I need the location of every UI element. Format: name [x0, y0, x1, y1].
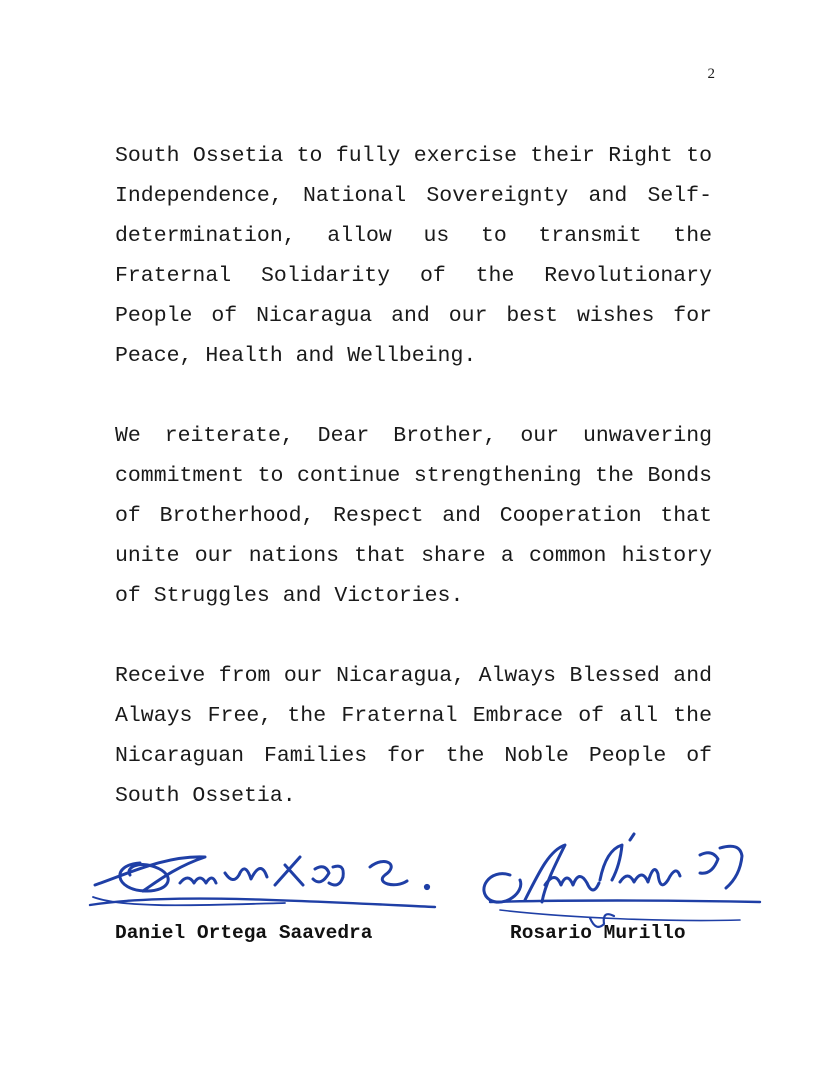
signatory-name-murillo: Rosario Murillo	[510, 922, 686, 944]
murillo-signature	[470, 830, 770, 945]
ortega-signature	[85, 845, 445, 925]
letter-body	[115, 136, 712, 816]
page-number: 2	[707, 66, 715, 82]
paragraph: We reiterate, Dear Brother, our unwavering commitment to continue strengthening the Bonds of Brotherhood, Respect and Cooperation that unite our nations that share a common history of Struggles and Victories.	[115, 424, 712, 608]
signatory-name-ortega: Daniel Ortega Saavedra	[115, 922, 373, 944]
paragraph: South Ossetia to fully exercise their Right to Independence, National Sovereignty and Self-determination, allow us to transmit the Fraternal Solidarity of the Revolutionary People of Nicaragua and our best wishes for Peace, Health and Wellbeing.	[115, 144, 712, 368]
paragraph: Receive from our Nicaragua, Always Blessed and Always Free, the Fraternal Embrace of all the Nicaraguan Families for the Noble People of South Ossetia.	[115, 664, 712, 808]
